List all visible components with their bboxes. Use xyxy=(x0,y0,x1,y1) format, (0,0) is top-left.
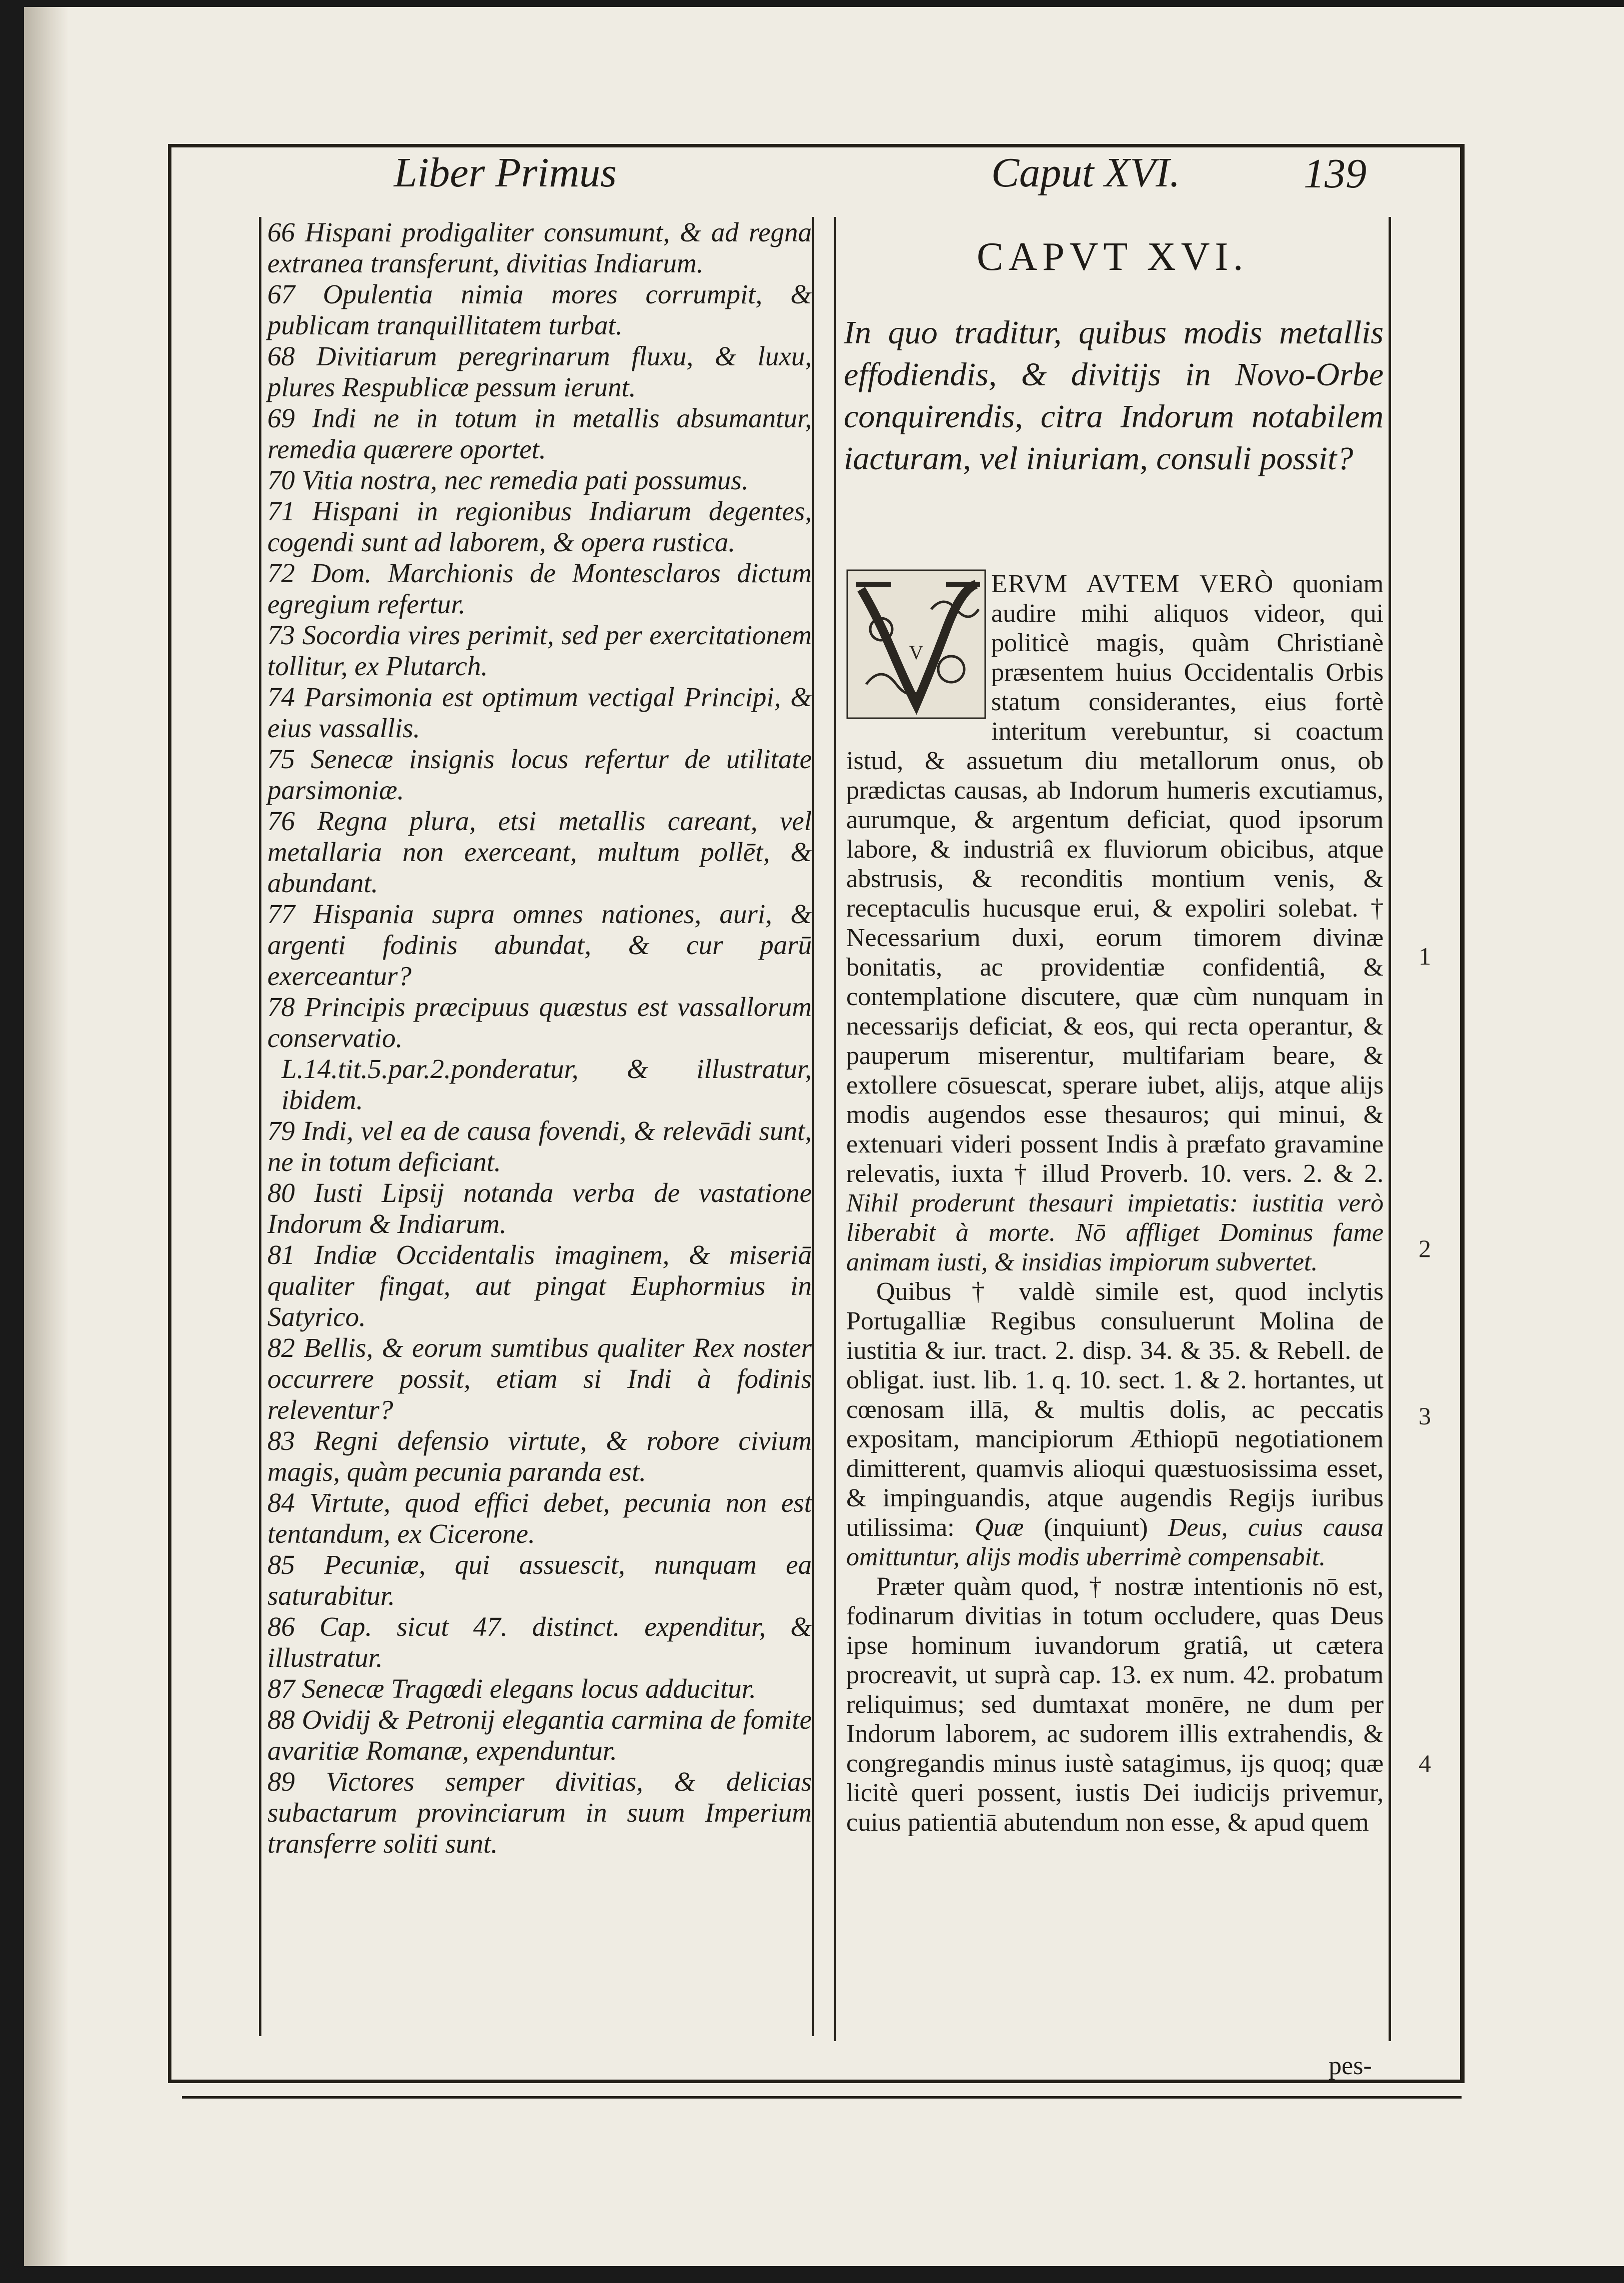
summary-item xyxy=(267,496,812,558)
paragraph-2-text-a: Quibus † valdè simile est, quod inclytis Portugalliæ Regibus consuluerunt Molina de iustitia & iur. tract. 2. disp. 34. & 35. & Rebell. de obligat. iust. lib. 1. q. 10. sect. 1. & 2. hortantes, ut cœnosam illā, & multis dolis, ac peccatis expositam, mancipiorum Æthiopū negotiationem dimitterent, quamvis alioqui quæstuosissima esset, & impinguandis, atque augendis Regijs iuribus utilissima: xyxy=(846,1277,1384,1542)
summary-item-number: 70 xyxy=(267,465,295,495)
paragraph-2-text-b: (inquiunt) xyxy=(1044,1513,1148,1542)
summary-item xyxy=(267,1704,812,1766)
margin-number-3: 3 xyxy=(1419,1402,1431,1430)
summary-item xyxy=(267,1425,812,1487)
summary-list xyxy=(267,217,812,1859)
summary-item xyxy=(267,992,812,1054)
summary-item xyxy=(267,682,812,744)
summary-item-text: Parsimonia est optimum vectigal Principi, & eius vassallis. xyxy=(267,682,812,743)
summary-item-number: 87 xyxy=(267,1673,295,1704)
summary-item-number: 81 xyxy=(267,1239,295,1270)
chapter-title: CAPVT XVI. xyxy=(976,235,1248,279)
summary-item-number: 78 xyxy=(267,992,295,1022)
summary-item xyxy=(267,1673,812,1704)
summary-item xyxy=(267,403,812,465)
summary-item-text: Ovidij & Petronij elegantia carmina de fomite avaritiæ Romanæ, expenduntur. xyxy=(267,1704,812,1766)
summary-item xyxy=(267,1116,812,1177)
summary-item xyxy=(267,744,812,806)
summary-item-number: 75 xyxy=(267,744,295,774)
paragraph-3: Præter quàm quod, † nostræ intentionis nō est, fodinarum divitias in totum occludere, quas Deus ipse hominum iuvandorum gratiâ, ut cætera procreavit, ut suprà cap. 13. ex num. 42. probatum reliquimus; sed dumtaxat monēre, ne dum per Indorum laborem, ac sudorem illis extrahendis, & congregandis minus iustè satagimus, ijs quoq; quæ licitè queri possent, iustis Dei iudicijs privemur, cuius patientiā abutendum non esse, & apud quem xyxy=(846,1572,1384,1837)
summary-item-text: Vitia nostra, nec remedia pati possumus. xyxy=(301,465,749,495)
summary-item-text: Victores semper divitias, & delicias subactarum provinciarum in suum Imperium transferre soliti sunt. xyxy=(267,1766,812,1859)
summary-item xyxy=(267,279,812,341)
summary-item-text: Opulentia nimia mores corrumpit, & publicam tranquillitatem turbat. xyxy=(267,279,812,340)
summary-item xyxy=(267,1177,812,1239)
summary-item-number: 67 xyxy=(267,279,295,309)
summary-item-number: 86 xyxy=(267,1611,295,1642)
summary-item-number: 80 xyxy=(267,1177,295,1208)
catchword: pes- xyxy=(1329,2052,1372,2080)
summary-item-number: 77 xyxy=(267,899,295,929)
summary-item-number: 66 xyxy=(267,217,295,247)
summary-item-text: Hispani in regionibus Indiarum degentes, cogendi sunt ad laborem, & opera rustica. xyxy=(267,496,812,557)
summary-item-text: Regna plura, etsi metallis careant, vel metallaria non exerceant, multum pollēt, & abundant. xyxy=(267,806,812,898)
paragraph-2-italic-a: Quæ xyxy=(974,1513,1024,1542)
summary-item-number: 72 xyxy=(267,558,295,588)
summary-item-text: L.14.tit.5.par.2.ponderatur, & illustratur, ibidem. xyxy=(281,1054,812,1115)
summary-item xyxy=(267,465,812,496)
summary-item-number: 76 xyxy=(267,806,295,836)
proverb-quote: Nihil proderunt thesauri impietatis: iustitia verò liberabit à morte. Nō affliget Dominus fame animam iusti, & insidias impiorum subvertet. xyxy=(846,1189,1384,1276)
summary-item xyxy=(267,217,812,279)
summary-item xyxy=(267,620,812,682)
summary-item-text: Regni defensio virtute, & robore civium magis, quàm pecunia paranda est. xyxy=(267,1425,812,1487)
ornamental-initial-icon xyxy=(846,569,986,719)
summary-item-text: Dom. Marchionis de Montesclaros dictum egregium refertur. xyxy=(267,558,812,619)
decorated-initial xyxy=(846,569,991,719)
summary-item-number: 69 xyxy=(267,403,295,433)
summary-item-text: Iusti Lipsij notanda verba de vastatione Indorum & Indiarum. xyxy=(267,1177,812,1239)
summary-item-number: 85 xyxy=(267,1549,295,1580)
chapter-summary: In quo traditur, quibus modis metallis effodiendis, & divitijs in Novo-Orbe conquirendis, citra Indorum notabilem iacturam, vel iniuriam, consuli possit? xyxy=(844,314,1384,477)
running-head-left: Liber Primus xyxy=(394,149,617,196)
summary-item-text: Hispania supra omnes nationes, auri, & argenti fodinis abundat, & cur parū exerceantur? xyxy=(267,899,812,991)
summary-item-number: 83 xyxy=(267,1425,295,1456)
summary-item-number: 84 xyxy=(267,1487,295,1518)
summary-item-text: Principis præcipuus quæstus est vassallorum conservatio. xyxy=(267,992,812,1053)
summary-item xyxy=(267,1611,812,1673)
running-head-center: Caput XVI. xyxy=(991,149,1180,196)
summary-item-text: Indi, vel ea de causa fovendi, & relevādi sunt, ne in totum deficiant. xyxy=(267,1116,812,1177)
summary-item xyxy=(267,1054,812,1116)
summary-item-number: 68 xyxy=(267,341,295,371)
summary-item xyxy=(267,1549,812,1611)
summary-item-text: Cap. sicut 47. distinct. expenditur, & illustratur. xyxy=(267,1611,812,1673)
summary-item-number: 88 xyxy=(267,1704,295,1735)
summary-item-number: 79 xyxy=(267,1116,295,1146)
summary-item xyxy=(267,899,812,992)
paragraph-2 xyxy=(846,1277,1384,1572)
initial-letter: V xyxy=(909,641,924,664)
book-page xyxy=(24,7,1624,2266)
body-text xyxy=(846,569,1384,1837)
summary-column xyxy=(259,217,814,2036)
main-text-column xyxy=(834,217,1391,2041)
summary-item-text: Indi ne in totum in metallis absumantur, remedia quærere oportet. xyxy=(267,403,812,464)
summary-item-text: Hispani prodigaliter consumunt, & ad regna extranea transferunt, divitias Indiarum. xyxy=(267,217,812,278)
summary-item xyxy=(267,558,812,620)
paragraph-2-italic-b: Deus, cuius causa omittuntur, alijs modis uberrimè compensabit. xyxy=(846,1513,1384,1571)
summary-item xyxy=(267,1239,812,1332)
summary-item-number: 71 xyxy=(267,496,295,526)
summary-item xyxy=(267,1332,812,1425)
summary-item-number: 73 xyxy=(267,620,295,650)
margin-number-2: 2 xyxy=(1419,1234,1431,1262)
summary-item-number: 89 xyxy=(267,1766,295,1797)
summary-item xyxy=(267,1487,812,1549)
paragraph-1 xyxy=(846,569,1384,1277)
opening-caps: ERVM AVTEM VERÒ xyxy=(991,570,1275,598)
page-number: 139 xyxy=(1304,150,1367,197)
summary-item-text: Senecæ Tragœdi elegans locus adducitur. xyxy=(301,1673,756,1704)
frame-bottom-rule xyxy=(182,2096,1462,2099)
summary-item-number: 82 xyxy=(267,1332,295,1363)
summary-item-text: Pecuniæ, qui assuescit, nunquam ea saturabitur. xyxy=(267,1549,812,1611)
paragraph-1-text: quoniam audire mihi aliquos videor, qui politicè magis, quàm Christianè præsentem huius Occidentalis Orbis statum considerantes, eius fortè interitum verebuntur, si coactum istud, & assuetum diu metallorum onus, ob prædictas causas, ab Indorum humeris excutiamus, aurumque, & argentum deficiat, quod ipsorum labore, & industriâ ex fluviorum obicibus, atque abstrusis, & reconditis montium venis, & receptaculis hucusque erui, & expoliri solebat. † Necessarium duxi, eorum timorem divinæ bonitatis, ac providentiæ confidentiâ, & contemplatione discutere, quæ cùm nunquam in necessarijs deficiat, & eos, qui recta operantur, & pauperum miserentur, multifariam beare, & extollere cōsuescat, sperare iubet, alijs, atque alijs modis augendos esse thesauros; qui minui, & extenuari videri possent Indis à præfato gravamine relevatis, iuxta † illud Proverb. 10. vers. 2. & 2. xyxy=(846,570,1384,1188)
margin-number-4: 4 xyxy=(1419,1749,1431,1777)
summary-item-text: Virtute, quod effici debet, pecunia non est tentandum, ex Cicerone. xyxy=(267,1487,812,1549)
summary-item-text: Socordia vires perimit, sed per exercitationem tollitur, ex Plutarch. xyxy=(267,620,812,681)
summary-item-text: Senecæ insignis locus refertur de utilitate parsimoniæ. xyxy=(267,744,812,805)
summary-item-text: Indiæ Occidentalis imaginem, & miseriā qualiter fingat, aut pingat Euphormius in Satyrico. xyxy=(267,1239,812,1332)
summary-item-text: Bellis, & eorum sumtibus qualiter Rex noster occurrere possit, etiam si Indi à fodinis releventur? xyxy=(267,1332,812,1425)
summary-item-number: 74 xyxy=(267,682,295,712)
summary-item xyxy=(267,341,812,403)
summary-item-text: Divitiarum peregrinarum fluxu, & luxu, plures Respublicæ pessum ierunt. xyxy=(267,341,812,402)
summary-item xyxy=(267,806,812,899)
margin-number-1: 1 xyxy=(1419,942,1431,970)
summary-item xyxy=(267,1766,812,1859)
